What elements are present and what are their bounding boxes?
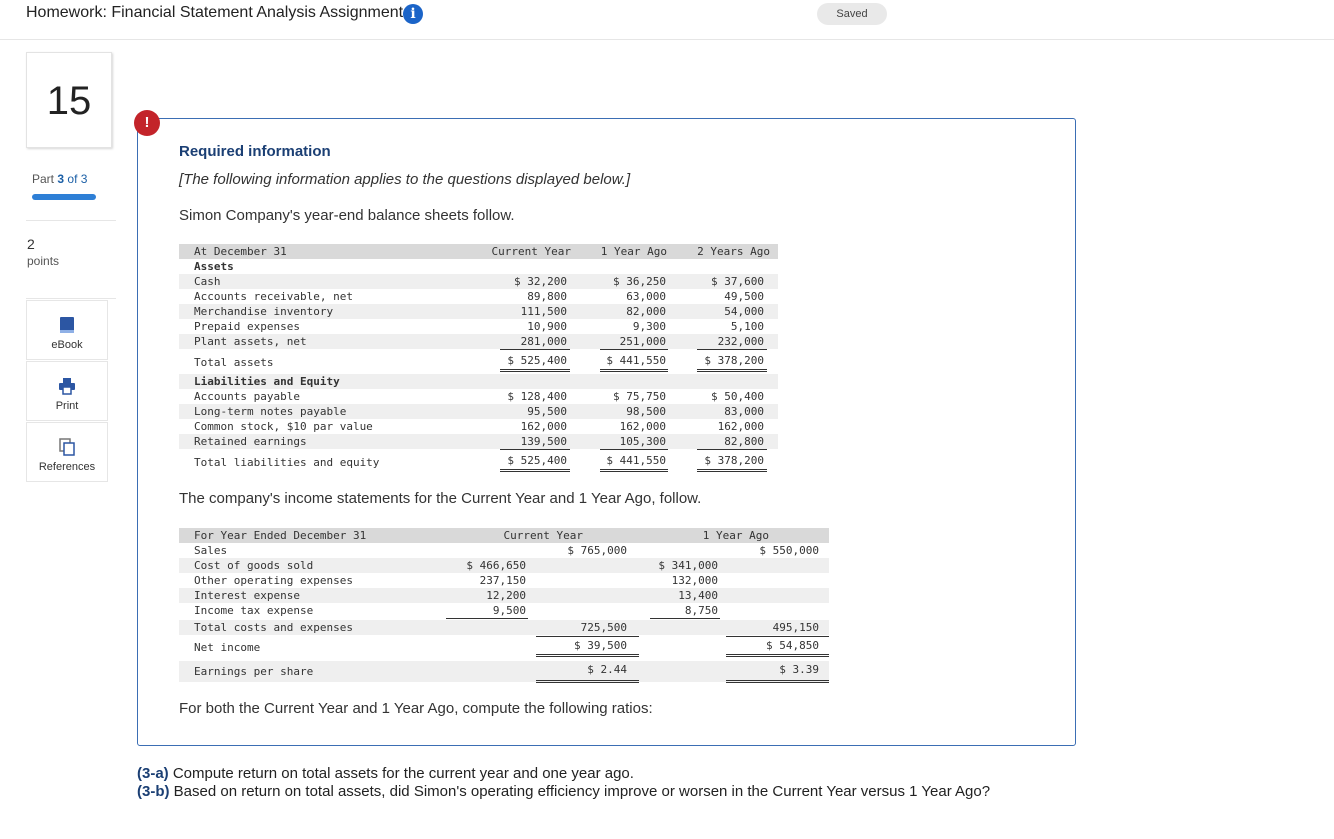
cost-row-py: 8,750 (684, 604, 718, 617)
eps-py: $ 3.39 (779, 663, 819, 676)
points-value: 2 (27, 236, 35, 252)
eps-cy: $ 2.44 (587, 663, 627, 676)
total-liab-label: Total liabilities and equity (194, 456, 380, 469)
liability-row-label: Long-term notes payable (194, 405, 347, 418)
cost-row-py: 13,400 (678, 589, 718, 602)
part-label: Part (32, 172, 55, 186)
liabilities-heading: Liabilities and Equity (194, 375, 340, 388)
asset-row-cy: 281,000 (520, 335, 567, 348)
ebook-label: eBook (51, 339, 83, 351)
income-intro: The company's income statements for the Current Year and 1 Year Ago, follow. (179, 490, 702, 507)
print-label: Print (55, 400, 79, 412)
cost-row-label: Income tax expense (194, 604, 314, 617)
liability-row-py: 98,500 (626, 405, 666, 418)
is-header-label: For Year Ended December 31 (194, 529, 367, 542)
asset-row-cy: $ 32,200 (514, 275, 567, 288)
asset-row-2y: $ 37,600 (711, 275, 764, 288)
liability-row-label: Common stock, $10 par value (194, 420, 373, 433)
liability-row-cy: 139,500 (520, 435, 567, 448)
liability-row-2y: 162,000 (717, 420, 764, 433)
eps-label: Earnings per share (194, 665, 314, 678)
total-assets-py: $ 441,550 (606, 354, 666, 367)
total-assets-cy: $ 525,400 (507, 354, 567, 367)
cost-row-cy: 9,500 (492, 604, 526, 617)
liability-row-cy: $ 128,400 (507, 390, 567, 403)
liability-row-label: Accounts payable (194, 390, 300, 403)
cost-row-label: Cost of goods sold (194, 559, 314, 572)
part-of: of 3 (67, 172, 88, 186)
liability-row-label: Retained earnings (194, 435, 307, 448)
applies-note: [The following information applies to the questions displayed below.] (179, 171, 631, 188)
asset-row-2y: 54,000 (724, 305, 764, 318)
asset-row-cy: 111,500 (520, 305, 567, 318)
liability-row-py: 162,000 (619, 420, 666, 433)
sales-cy: $ 765,000 (567, 544, 627, 557)
question-3b-text: Based on return on total assets, did Simon's operating efficiency improve or worsen in the Current Year versus 1 Year Ago? (173, 783, 991, 800)
total-liab-py: $ 441,550 (606, 454, 666, 467)
total-costs-cy: 725,500 (580, 621, 627, 634)
cost-row-label: Interest expense (194, 589, 300, 602)
cost-row-cy: 12,200 (486, 589, 526, 602)
asset-row-2y: 5,100 (730, 320, 764, 333)
part-indicator (32, 172, 87, 186)
rail-divider (26, 298, 116, 299)
sales-label: Sales (194, 544, 228, 557)
asset-row-cy: 89,800 (527, 290, 567, 303)
asset-row-py: 63,000 (626, 290, 666, 303)
cost-row-label: Other operating expenses (194, 574, 353, 587)
liability-row-2y: $ 50,400 (711, 390, 764, 403)
is-header-py: 1 Year Ago (702, 529, 769, 542)
references-label: References (38, 461, 96, 473)
total-assets-2y: $ 378,200 (704, 354, 764, 367)
total-costs-py: 495,150 (772, 621, 819, 634)
asset-row-label: Cash (194, 275, 221, 288)
total-liab-2y: $ 378,200 (704, 454, 764, 467)
book-icon (57, 315, 77, 335)
total-costs-label: Total costs and expenses (194, 621, 353, 634)
cost-row-cy: 237,150 (479, 574, 526, 587)
rail-divider (26, 220, 116, 221)
part-current: 3 (57, 172, 65, 186)
asset-row-py: 82,000 (626, 305, 666, 318)
asset-row-label: Plant assets, net (194, 335, 307, 348)
bs-header-2y: 2 Years Ago (697, 245, 770, 258)
cost-row-py: 132,000 (671, 574, 718, 587)
liability-row-cy: 162,000 (520, 420, 567, 433)
asset-row-2y: 49,500 (724, 290, 764, 303)
compute-intro: For both the Current Year and 1 Year Ago, compute the following ratios: (179, 700, 653, 717)
references-icon (57, 437, 77, 457)
bs-header-label: At December 31 (194, 245, 287, 258)
bs-header-py: 1 Year Ago (600, 245, 667, 258)
bs-header-cy: Current Year (491, 245, 571, 258)
liability-row-cy: 95,500 (527, 405, 567, 418)
is-header-cy: Current Year (503, 529, 583, 542)
top-bar (0, 0, 1334, 40)
alert-icon: ! (134, 110, 160, 136)
balance-intro: Simon Company's year-end balance sheets follow. (179, 207, 515, 224)
question-3a-text: Compute return on total assets for the current year and one year ago. (172, 765, 634, 782)
references-button[interactable] (26, 422, 108, 482)
asset-row-py: 251,000 (619, 335, 666, 348)
question-3a-tag: (3-a) (137, 765, 169, 782)
print-icon (57, 376, 77, 396)
print-button[interactable] (26, 361, 108, 421)
question-3b (137, 783, 990, 800)
part-progress-bar (32, 194, 96, 200)
liability-row-py: 105,300 (619, 435, 666, 448)
asset-row-cy: 10,900 (527, 320, 567, 333)
question-3a (137, 765, 634, 782)
cost-row-cy: $ 466,650 (466, 559, 526, 572)
question-3b-tag: (3-b) (137, 783, 170, 800)
liability-row-2y: 82,800 (724, 435, 764, 448)
asset-row-py: $ 36,250 (613, 275, 666, 288)
cost-row-py: $ 341,000 (658, 559, 718, 572)
assets-heading: Assets (194, 260, 234, 273)
asset-row-label: Merchandise inventory (194, 305, 334, 318)
ebook-button[interactable] (26, 300, 108, 360)
net-income-py: $ 54,850 (766, 639, 819, 652)
points-label: points (27, 254, 60, 268)
asset-row-label: Accounts receivable, net (194, 290, 353, 303)
question-number: 15 (26, 52, 112, 148)
info-icon[interactable]: i (403, 4, 423, 24)
asset-row-label: Prepaid expenses (194, 320, 300, 333)
total-assets-label: Total assets (194, 356, 274, 369)
asset-row-py: 9,300 (632, 320, 666, 333)
sales-py: $ 550,000 (759, 544, 819, 557)
total-liab-cy: $ 525,400 (507, 454, 567, 467)
required-heading: Required information (179, 143, 331, 160)
assignment-title: Homework: Financial Statement Analysis Assignment (26, 4, 404, 21)
net-income-cy: $ 39,500 (574, 639, 627, 652)
asset-row-2y: 232,000 (717, 335, 764, 348)
liability-row-py: $ 75,750 (613, 390, 666, 403)
saved-badge: Saved (817, 3, 887, 25)
liability-row-2y: 83,000 (724, 405, 764, 418)
net-income-label: Net income (194, 641, 261, 654)
